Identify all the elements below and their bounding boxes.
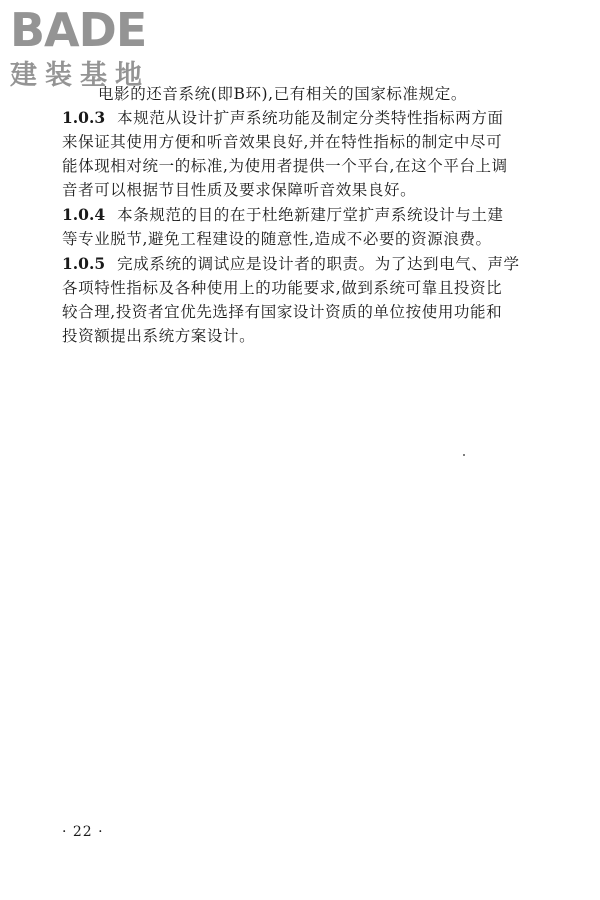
clause-1-0-5-line-3: 较合理,投资者宜优先选择有国家设计资质的单位按使用功能和 (62, 303, 503, 321)
clause-1-0-3-line-4: 音者可以根据节目性质及要求保障听音效果良好。 (62, 181, 417, 199)
clause-1-0-3-line-1 (62, 108, 504, 128)
clause-number: 1.0.3 (62, 108, 106, 127)
clause-1-0-5-line-1 (62, 254, 520, 274)
clause-text: 本规范从设计扩声系统功能及制定分类特性指标两方面 (117, 109, 504, 127)
continuation-line: 电影的还音系统(即B环),已有相关的国家标准规定。 (98, 85, 467, 103)
clause-1-0-3-line-2: 来保证其使用方便和听音效果良好,并在特性指标的制定中尽可 (62, 133, 503, 151)
clause-number: 1.0.5 (62, 254, 106, 273)
clause-1-0-4-line-1 (62, 205, 504, 225)
clause-text: 完成系统的调试应是设计者的职责。为了达到电气、声学 (117, 255, 520, 273)
clause-text: 本条规范的目的在于杜绝新建厅堂扩声系统设计与土建 (117, 206, 504, 224)
scan-speck (463, 454, 465, 456)
watermark-chinese-text: 建装基地 (10, 60, 150, 91)
clause-1-0-5-line-2: 各项特性指标及各种使用上的功能要求,做到系统可靠且投资比 (62, 279, 503, 297)
clause-1-0-3-line-3: 能体现相对统一的标准,为使用者提供一个平台,在这个平台上调 (62, 157, 508, 175)
clause-number: 1.0.4 (62, 205, 106, 224)
bade-watermark-logo (10, 4, 180, 96)
watermark-latin-text: BADE (10, 3, 147, 57)
clause-1-0-5-line-4: 投资额提出系统方案设计。 (62, 327, 256, 345)
clause-1-0-4-line-2: 等专业脱节,避免工程建设的随意性,造成不必要的资源浪费。 (62, 230, 492, 248)
page-number: · 22 · (62, 824, 104, 840)
